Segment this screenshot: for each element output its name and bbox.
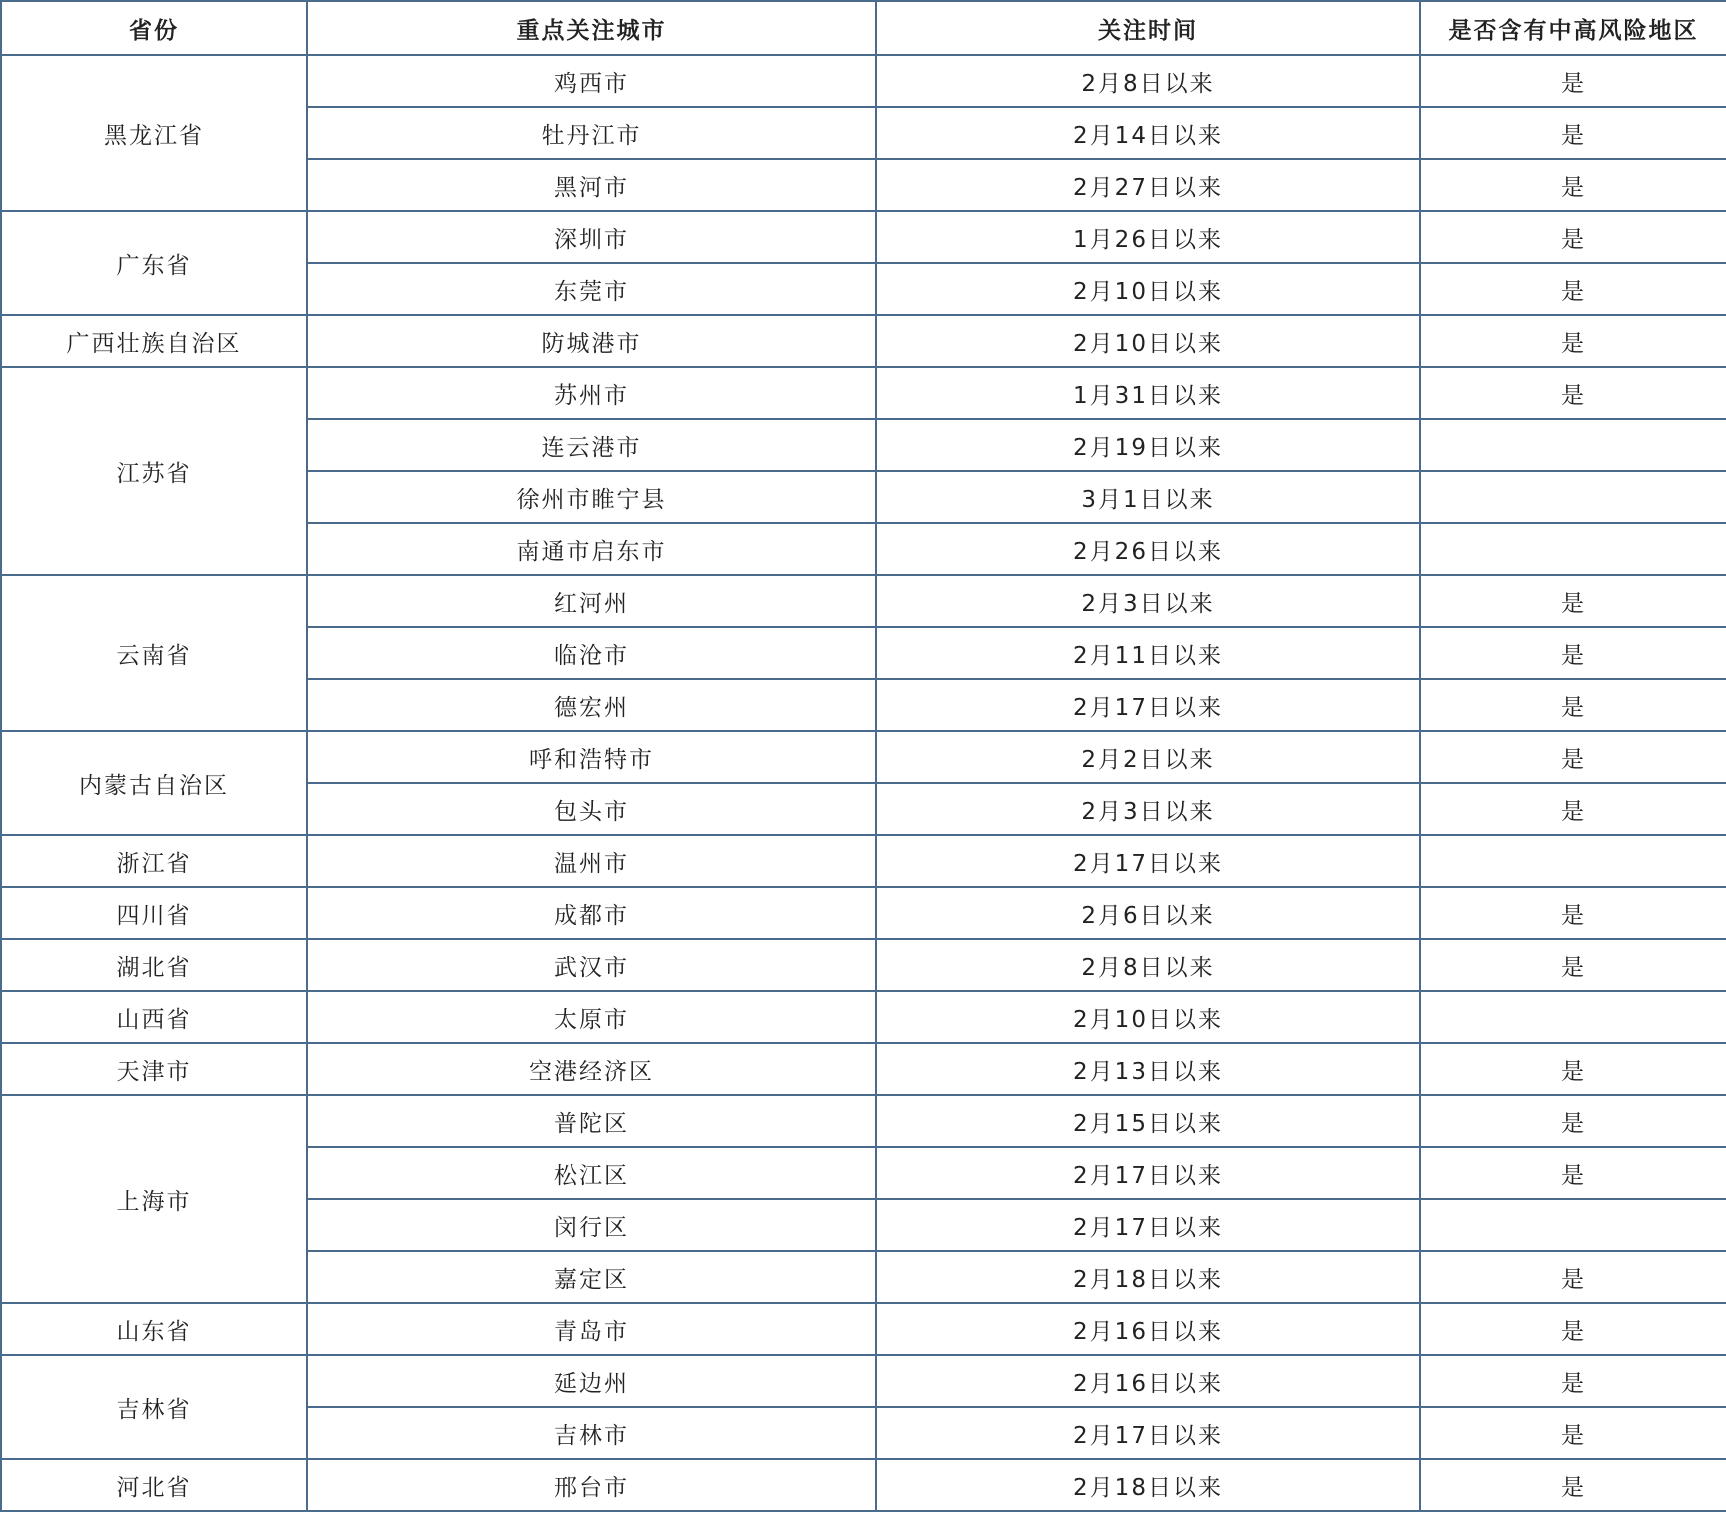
- time-cell: 2月18日以来: [876, 1459, 1420, 1511]
- time-cell: 2月2日以来: [876, 731, 1420, 783]
- time-cell: 3月1日以来: [876, 471, 1420, 523]
- risk-cell: 是: [1420, 315, 1726, 367]
- province-cell: 山西省: [1, 991, 307, 1043]
- province-cell: 天津市: [1, 1043, 307, 1095]
- time-cell: 1月26日以来: [876, 211, 1420, 263]
- time-cell: 2月3日以来: [876, 783, 1420, 835]
- city-cell: 空港经济区: [307, 1043, 876, 1095]
- city-cell: 连云港市: [307, 419, 876, 471]
- risk-cell: 是: [1420, 1355, 1726, 1407]
- province-cell: 黑龙江省: [1, 55, 307, 211]
- city-cell: 青岛市: [307, 1303, 876, 1355]
- province-cell: 浙江省: [1, 835, 307, 887]
- city-cell: 德宏州: [307, 679, 876, 731]
- city-cell: 普陀区: [307, 1095, 876, 1147]
- time-cell: 2月16日以来: [876, 1303, 1420, 1355]
- header-row: [1, 1, 1726, 55]
- city-cell: 徐州市睢宁县: [307, 471, 876, 523]
- province-cell: 吉林省: [1, 1355, 307, 1459]
- table-row: [1, 211, 1726, 263]
- time-cell: 2月15日以来: [876, 1095, 1420, 1147]
- city-cell: 东莞市: [307, 263, 876, 315]
- city-cell: 成都市: [307, 887, 876, 939]
- risk-cell: 是: [1420, 783, 1726, 835]
- city-cell: 呼和浩特市: [307, 731, 876, 783]
- table-row: [1, 1303, 1726, 1355]
- risk-cell: 是: [1420, 575, 1726, 627]
- risk-cell: 是: [1420, 731, 1726, 783]
- table-row: [1, 1043, 1726, 1095]
- risk-cell: 是: [1420, 1459, 1726, 1511]
- city-cell: 深圳市: [307, 211, 876, 263]
- province-cell: 内蒙古自治区: [1, 731, 307, 835]
- table-row: [1, 835, 1726, 887]
- risk-cell: 是: [1420, 211, 1726, 263]
- city-cell: 红河州: [307, 575, 876, 627]
- time-cell: 1月31日以来: [876, 367, 1420, 419]
- risk-cell: 是: [1420, 1407, 1726, 1459]
- risk-cell: 是: [1420, 887, 1726, 939]
- province-cell: 广西壮族自治区: [1, 315, 307, 367]
- table-header: [1, 1, 1726, 55]
- risk-cell: 是: [1420, 939, 1726, 991]
- risk-cell: 是: [1420, 55, 1726, 107]
- header-city: 重点关注城市: [307, 1, 876, 55]
- time-cell: 2月10日以来: [876, 991, 1420, 1043]
- table-row: [1, 991, 1726, 1043]
- table-row: [1, 1355, 1726, 1407]
- risk-cell: 是: [1420, 627, 1726, 679]
- province-cell: 云南省: [1, 575, 307, 731]
- table-row: [1, 315, 1726, 367]
- city-cell: 防城港市: [307, 315, 876, 367]
- time-cell: 2月13日以来: [876, 1043, 1420, 1095]
- time-cell: 2月10日以来: [876, 263, 1420, 315]
- time-cell: 2月18日以来: [876, 1251, 1420, 1303]
- header-province: 省份: [1, 1, 307, 55]
- city-cell: 临沧市: [307, 627, 876, 679]
- table-row: [1, 1095, 1726, 1147]
- province-cell: 山东省: [1, 1303, 307, 1355]
- risk-cell: 是: [1420, 1043, 1726, 1095]
- risk-cell: [1420, 523, 1726, 575]
- risk-cell: 是: [1420, 367, 1726, 419]
- province-cell: 上海市: [1, 1095, 307, 1303]
- city-cell: 吉林市: [307, 1407, 876, 1459]
- city-cell: 鸡西市: [307, 55, 876, 107]
- risk-cell: 是: [1420, 1251, 1726, 1303]
- city-cell: 闵行区: [307, 1199, 876, 1251]
- risk-cell: 是: [1420, 107, 1726, 159]
- risk-cell: [1420, 471, 1726, 523]
- risk-cell: [1420, 835, 1726, 887]
- table-row: [1, 1459, 1726, 1511]
- time-cell: 2月26日以来: [876, 523, 1420, 575]
- header-risk: 是否含有中高风险地区: [1420, 1, 1726, 55]
- province-cell: 广东省: [1, 211, 307, 315]
- table-body: [1, 55, 1726, 1511]
- table-row: [1, 731, 1726, 783]
- time-cell: 2月14日以来: [876, 107, 1420, 159]
- time-cell: 2月8日以来: [876, 939, 1420, 991]
- table-row: [1, 367, 1726, 419]
- table-row: [1, 575, 1726, 627]
- city-cell: 黑河市: [307, 159, 876, 211]
- risk-cell: [1420, 1199, 1726, 1251]
- city-cell: 邢台市: [307, 1459, 876, 1511]
- city-cell: 南通市启东市: [307, 523, 876, 575]
- time-cell: 2月17日以来: [876, 1199, 1420, 1251]
- time-cell: 2月17日以来: [876, 1407, 1420, 1459]
- table-row: [1, 887, 1726, 939]
- city-cell: 嘉定区: [307, 1251, 876, 1303]
- risk-cell: 是: [1420, 263, 1726, 315]
- city-cell: 松江区: [307, 1147, 876, 1199]
- risk-cell: [1420, 419, 1726, 471]
- risk-cell: 是: [1420, 159, 1726, 211]
- province-cell: 湖北省: [1, 939, 307, 991]
- risk-cell: 是: [1420, 1095, 1726, 1147]
- province-cell: 四川省: [1, 887, 307, 939]
- table-row: [1, 939, 1726, 991]
- time-cell: 2月16日以来: [876, 1355, 1420, 1407]
- city-cell: 牡丹江市: [307, 107, 876, 159]
- table-row: [1, 55, 1726, 107]
- time-cell: 2月17日以来: [876, 1147, 1420, 1199]
- city-cell: 苏州市: [307, 367, 876, 419]
- time-cell: 2月17日以来: [876, 835, 1420, 887]
- risk-cell: 是: [1420, 1147, 1726, 1199]
- province-cell: 河北省: [1, 1459, 307, 1511]
- risk-cell: [1420, 991, 1726, 1043]
- header-time: 关注时间: [876, 1, 1420, 55]
- risk-cell: 是: [1420, 679, 1726, 731]
- city-cell: 太原市: [307, 991, 876, 1043]
- time-cell: 2月6日以来: [876, 887, 1420, 939]
- time-cell: 2月3日以来: [876, 575, 1420, 627]
- time-cell: 2月8日以来: [876, 55, 1420, 107]
- city-cell: 武汉市: [307, 939, 876, 991]
- risk-cell: 是: [1420, 1303, 1726, 1355]
- time-cell: 2月27日以来: [876, 159, 1420, 211]
- time-cell: 2月19日以来: [876, 419, 1420, 471]
- city-cell: 延边州: [307, 1355, 876, 1407]
- time-cell: 2月10日以来: [876, 315, 1420, 367]
- city-cell: 包头市: [307, 783, 876, 835]
- time-cell: 2月11日以来: [876, 627, 1420, 679]
- time-cell: 2月17日以来: [876, 679, 1420, 731]
- province-cell: 江苏省: [1, 367, 307, 575]
- city-cell: 温州市: [307, 835, 876, 887]
